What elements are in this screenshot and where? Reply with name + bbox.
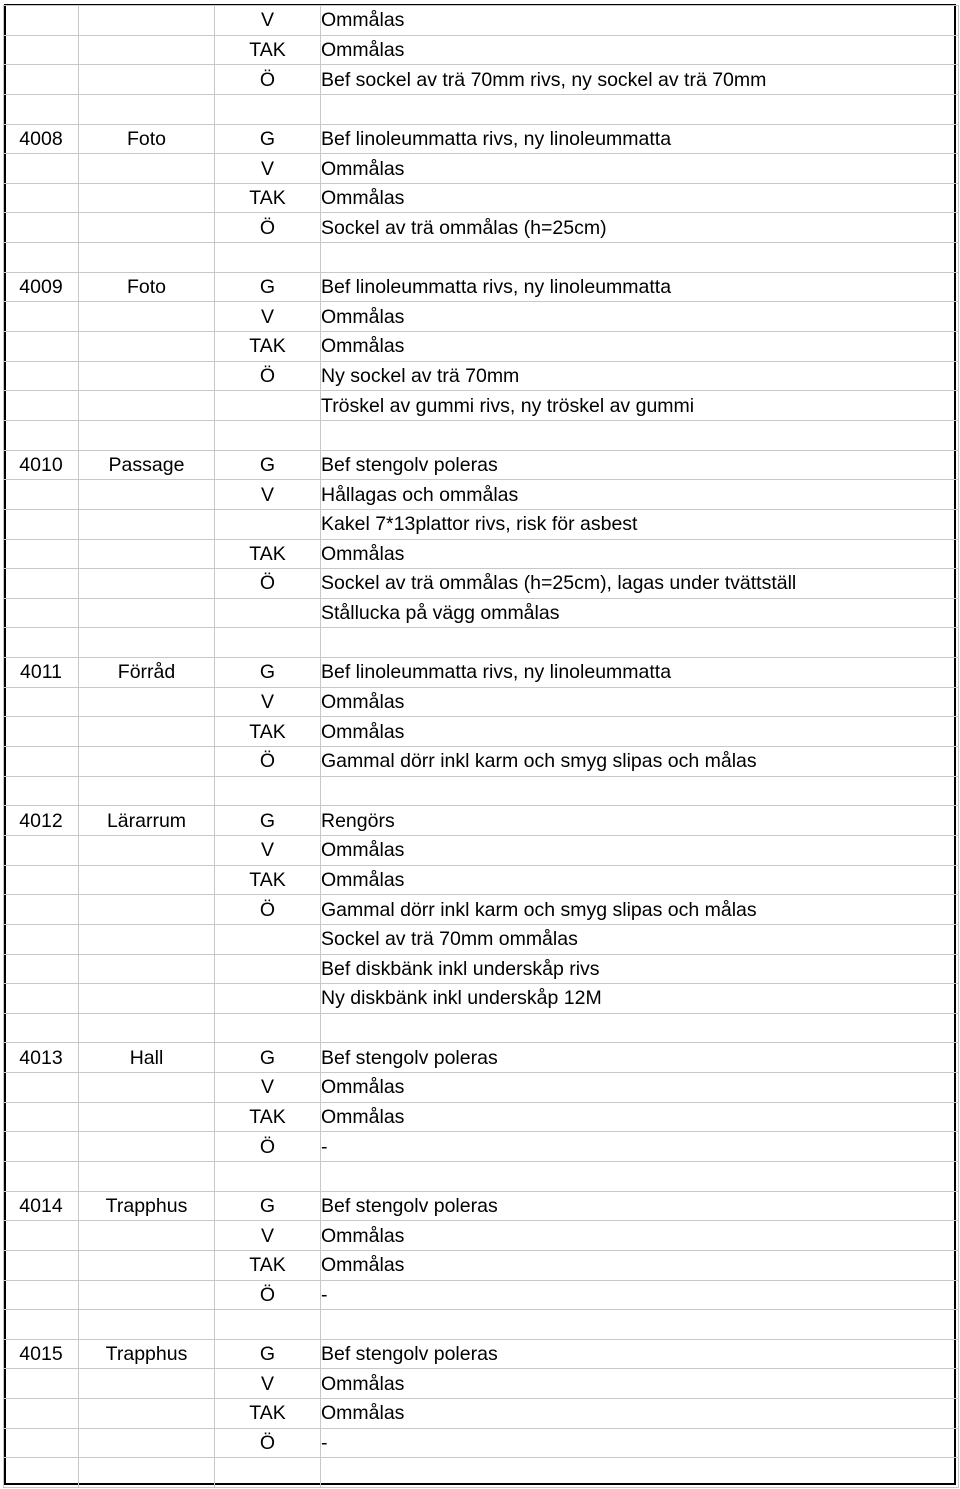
surface-code-cell: V xyxy=(215,1221,321,1251)
room-number-cell xyxy=(4,865,79,895)
work-description-cell: Rengörs xyxy=(321,806,959,836)
surface-code-cell xyxy=(215,420,321,450)
work-description-cell xyxy=(321,1458,959,1488)
room-number-cell xyxy=(4,1369,79,1399)
surface-code-cell: Ö xyxy=(215,1428,321,1458)
room-name-cell xyxy=(79,243,215,273)
work-description-cell: Ommålas xyxy=(321,6,959,36)
surface-code-cell xyxy=(215,1161,321,1191)
room-number-cell xyxy=(4,924,79,954)
work-description-cell: Ommålas xyxy=(321,687,959,717)
table-row xyxy=(4,687,959,717)
table-row xyxy=(4,243,959,273)
room-number-cell xyxy=(4,1102,79,1132)
table-row xyxy=(4,628,959,658)
surface-code-cell: V xyxy=(215,154,321,184)
surface-code-cell: Ö xyxy=(215,1280,321,1310)
room-number-cell xyxy=(4,6,79,36)
surface-code-cell xyxy=(215,243,321,273)
work-description-cell: Hållagas och ommålas xyxy=(321,480,959,510)
surface-code-cell: Ö xyxy=(215,361,321,391)
surface-code-cell: Ö xyxy=(215,213,321,243)
table-row xyxy=(4,984,959,1014)
room-number-cell: 4009 xyxy=(4,272,79,302)
room-number-cell xyxy=(4,539,79,569)
room-name-cell xyxy=(79,420,215,450)
table-row xyxy=(4,1132,959,1162)
work-description-cell: Bef stengolv poleras xyxy=(321,1339,959,1369)
table-row xyxy=(4,1013,959,1043)
room-name-cell xyxy=(79,509,215,539)
work-description-cell: Ommålas xyxy=(321,835,959,865)
table-row xyxy=(4,1221,959,1251)
room-name-cell: Lärarrum xyxy=(79,806,215,836)
surface-code-cell xyxy=(215,924,321,954)
room-number-cell xyxy=(4,598,79,628)
room-number-cell xyxy=(4,1310,79,1340)
work-description-cell: Ommålas xyxy=(321,865,959,895)
room-name-cell xyxy=(79,895,215,925)
room-name-cell xyxy=(79,569,215,599)
room-number-cell xyxy=(4,35,79,65)
table-row xyxy=(4,658,959,688)
surface-code-cell: TAK xyxy=(215,1399,321,1429)
surface-code-cell: V xyxy=(215,6,321,36)
surface-code-cell xyxy=(215,94,321,124)
room-number-cell xyxy=(4,984,79,1014)
surface-code-cell: V xyxy=(215,1073,321,1103)
room-schedule-body xyxy=(4,6,959,1488)
table-row xyxy=(4,1161,959,1191)
surface-code-cell: TAK xyxy=(215,332,321,362)
room-name-cell xyxy=(79,1280,215,1310)
surface-code-cell: G xyxy=(215,1191,321,1221)
table-row xyxy=(4,1073,959,1103)
room-number-cell xyxy=(4,65,79,95)
surface-code-cell xyxy=(215,391,321,421)
surface-code-cell xyxy=(215,598,321,628)
room-name-cell xyxy=(79,35,215,65)
work-description-cell: Ommålas xyxy=(321,539,959,569)
table-row xyxy=(4,124,959,154)
table-row xyxy=(4,272,959,302)
work-description-cell: Bef linoleummatta rivs, ny linoleummatta xyxy=(321,124,959,154)
table-row xyxy=(4,332,959,362)
table-row xyxy=(4,895,959,925)
work-description-cell: Ny sockel av trä 70mm xyxy=(321,361,959,391)
room-number-cell xyxy=(4,835,79,865)
room-number-cell xyxy=(4,183,79,213)
room-name-cell xyxy=(79,6,215,36)
table-row xyxy=(4,1458,959,1488)
room-number-cell: 4013 xyxy=(4,1043,79,1073)
work-description-cell xyxy=(321,420,959,450)
room-name-cell xyxy=(79,1013,215,1043)
work-description-cell: Bef stengolv poleras xyxy=(321,1043,959,1073)
table-row xyxy=(4,391,959,421)
room-name-cell xyxy=(79,480,215,510)
room-name-cell: Trapphus xyxy=(79,1191,215,1221)
work-description-cell xyxy=(321,243,959,273)
table-row xyxy=(4,717,959,747)
room-name-cell xyxy=(79,598,215,628)
room-number-cell xyxy=(4,895,79,925)
table-row xyxy=(4,1369,959,1399)
table-row xyxy=(4,6,959,36)
room-number-cell xyxy=(4,628,79,658)
table-row xyxy=(4,835,959,865)
surface-code-cell: TAK xyxy=(215,865,321,895)
room-name-cell xyxy=(79,65,215,95)
table-row xyxy=(4,361,959,391)
surface-code-cell: G xyxy=(215,1043,321,1073)
table-row xyxy=(4,154,959,184)
room-number-cell xyxy=(4,717,79,747)
surface-code-cell xyxy=(215,1310,321,1340)
room-number-cell xyxy=(4,154,79,184)
work-description-cell: Ommålas xyxy=(321,1399,959,1429)
surface-code-cell: V xyxy=(215,835,321,865)
surface-code-cell: G xyxy=(215,658,321,688)
room-number-cell xyxy=(4,1458,79,1488)
room-number-cell xyxy=(4,1250,79,1280)
work-description-cell: Bef stengolv poleras xyxy=(321,450,959,480)
work-description-cell: Ommålas xyxy=(321,302,959,332)
room-name-cell xyxy=(79,1310,215,1340)
room-number-cell: 4012 xyxy=(4,806,79,836)
surface-code-cell: G xyxy=(215,806,321,836)
room-number-cell: 4014 xyxy=(4,1191,79,1221)
table-row xyxy=(4,509,959,539)
table-row xyxy=(4,65,959,95)
room-number-cell xyxy=(4,1280,79,1310)
work-description-cell xyxy=(321,776,959,806)
work-description-cell: Ommålas xyxy=(321,154,959,184)
room-name-cell xyxy=(79,1073,215,1103)
table-row xyxy=(4,924,959,954)
work-description-cell xyxy=(321,1161,959,1191)
surface-code-cell: V xyxy=(215,687,321,717)
surface-code-cell xyxy=(215,776,321,806)
work-description-cell: Gammal dörr inkl karm och smyg slipas och målas xyxy=(321,895,959,925)
room-name-cell: Trapphus xyxy=(79,1339,215,1369)
table-row xyxy=(4,569,959,599)
table-row xyxy=(4,1310,959,1340)
room-number-cell xyxy=(4,391,79,421)
room-name-cell xyxy=(79,984,215,1014)
table-row xyxy=(4,1102,959,1132)
table-row xyxy=(4,1250,959,1280)
work-description-cell xyxy=(321,1013,959,1043)
table-row xyxy=(4,865,959,895)
room-name-cell xyxy=(79,391,215,421)
surface-code-cell: Ö xyxy=(215,747,321,777)
surface-code-cell: Ö xyxy=(215,65,321,95)
room-number-cell: 4010 xyxy=(4,450,79,480)
room-name-cell xyxy=(79,361,215,391)
work-description-cell: Stållucka på vägg ommålas xyxy=(321,598,959,628)
room-number-cell xyxy=(4,569,79,599)
room-name-cell xyxy=(79,1102,215,1132)
work-description-cell xyxy=(321,628,959,658)
room-name-cell: Passage xyxy=(79,450,215,480)
surface-code-cell xyxy=(215,984,321,1014)
room-number-cell xyxy=(4,94,79,124)
table-row xyxy=(4,420,959,450)
work-description-cell xyxy=(321,1310,959,1340)
surface-code-cell xyxy=(215,628,321,658)
room-name-cell: Foto xyxy=(79,124,215,154)
room-number-cell xyxy=(4,1399,79,1429)
work-description-cell: Sockel av trä ommålas (h=25cm), lagas under tvättställ xyxy=(321,569,959,599)
surface-code-cell: TAK xyxy=(215,1102,321,1132)
room-name-cell xyxy=(79,1428,215,1458)
room-number-cell xyxy=(4,1132,79,1162)
work-description-cell: - xyxy=(321,1280,959,1310)
work-description-cell: Ommålas xyxy=(321,1250,959,1280)
work-description-cell: Ommålas xyxy=(321,1073,959,1103)
room-number-cell xyxy=(4,213,79,243)
room-name-cell xyxy=(79,1458,215,1488)
room-number-cell xyxy=(4,361,79,391)
room-number-cell xyxy=(4,1073,79,1103)
room-name-cell xyxy=(79,924,215,954)
room-schedule-table xyxy=(3,5,959,1488)
surface-code-cell: TAK xyxy=(215,717,321,747)
room-name-cell xyxy=(79,954,215,984)
room-number-cell xyxy=(4,954,79,984)
room-number-cell xyxy=(4,509,79,539)
room-number-cell xyxy=(4,302,79,332)
room-number-cell xyxy=(4,747,79,777)
surface-code-cell: V xyxy=(215,302,321,332)
table-row xyxy=(4,539,959,569)
room-number-cell xyxy=(4,332,79,362)
room-name-cell xyxy=(79,539,215,569)
surface-code-cell: G xyxy=(215,1339,321,1369)
table-row xyxy=(4,480,959,510)
table-row xyxy=(4,1191,959,1221)
table-row xyxy=(4,806,959,836)
room-number-cell xyxy=(4,243,79,273)
surface-code-cell: V xyxy=(215,1369,321,1399)
room-number-cell: 4015 xyxy=(4,1339,79,1369)
room-number-cell xyxy=(4,1221,79,1251)
work-description-cell: Ommålas xyxy=(321,1102,959,1132)
work-description-cell: Tröskel av gummi rivs, ny tröskel av gummi xyxy=(321,391,959,421)
work-description-cell: Ommålas xyxy=(321,1221,959,1251)
table-row xyxy=(4,954,959,984)
room-name-cell xyxy=(79,1250,215,1280)
table-row xyxy=(4,1399,959,1429)
work-description-cell: Ommålas xyxy=(321,1369,959,1399)
surface-code-cell: TAK xyxy=(215,35,321,65)
room-name-cell xyxy=(79,747,215,777)
room-name-cell xyxy=(79,213,215,243)
surface-code-cell: G xyxy=(215,450,321,480)
room-name-cell: Foto xyxy=(79,272,215,302)
work-description-cell: Bef linoleummatta rivs, ny linoleummatta xyxy=(321,272,959,302)
table-row xyxy=(4,302,959,332)
surface-code-cell: Ö xyxy=(215,569,321,599)
work-description-cell: Ny diskbänk inkl underskåp 12M xyxy=(321,984,959,1014)
room-name-cell xyxy=(79,628,215,658)
room-name-cell xyxy=(79,302,215,332)
room-name-cell xyxy=(79,776,215,806)
work-description-cell: - xyxy=(321,1428,959,1458)
room-name-cell xyxy=(79,94,215,124)
work-description-cell: Bef linoleummatta rivs, ny linoleummatta xyxy=(321,658,959,688)
room-name-cell xyxy=(79,1161,215,1191)
room-name-cell xyxy=(79,865,215,895)
room-name-cell xyxy=(79,154,215,184)
room-name-cell: Förråd xyxy=(79,658,215,688)
work-description-cell: Bef stengolv poleras xyxy=(321,1191,959,1221)
room-name-cell xyxy=(79,1132,215,1162)
surface-code-cell: TAK xyxy=(215,183,321,213)
room-name-cell xyxy=(79,1221,215,1251)
surface-code-cell xyxy=(215,1458,321,1488)
table-row xyxy=(4,183,959,213)
surface-code-cell: V xyxy=(215,480,321,510)
room-name-cell xyxy=(79,183,215,213)
room-number-cell xyxy=(4,1428,79,1458)
room-number-cell: 4011 xyxy=(4,658,79,688)
table-row xyxy=(4,776,959,806)
room-number-cell xyxy=(4,1161,79,1191)
surface-code-cell xyxy=(215,1013,321,1043)
table-row xyxy=(4,1339,959,1369)
table-row xyxy=(4,598,959,628)
table-row xyxy=(4,35,959,65)
work-description-cell: Ommålas xyxy=(321,183,959,213)
surface-code-cell: TAK xyxy=(215,539,321,569)
work-description-cell: Sockel av trä 70mm ommålas xyxy=(321,924,959,954)
table-row xyxy=(4,450,959,480)
table-row xyxy=(4,213,959,243)
work-description-cell xyxy=(321,94,959,124)
surface-code-cell xyxy=(215,954,321,984)
surface-code-cell: Ö xyxy=(215,895,321,925)
surface-code-cell: TAK xyxy=(215,1250,321,1280)
surface-code-cell: G xyxy=(215,272,321,302)
surface-code-cell xyxy=(215,509,321,539)
work-description-cell: Kakel 7*13plattor rivs, risk för asbest xyxy=(321,509,959,539)
table-row xyxy=(4,1280,959,1310)
work-description-cell: Bef sockel av trä 70mm rivs, ny sockel av trä 70mm xyxy=(321,65,959,95)
room-name-cell xyxy=(79,835,215,865)
room-number-cell xyxy=(4,687,79,717)
work-description-cell: Ommålas xyxy=(321,717,959,747)
work-description-cell: Bef diskbänk inkl underskåp rivs xyxy=(321,954,959,984)
room-name-cell xyxy=(79,1369,215,1399)
room-number-cell xyxy=(4,1013,79,1043)
room-name-cell xyxy=(79,1399,215,1429)
room-name-cell: Hall xyxy=(79,1043,215,1073)
surface-code-cell: G xyxy=(215,124,321,154)
work-description-cell: Ommålas xyxy=(321,332,959,362)
work-description-cell: Ommålas xyxy=(321,35,959,65)
room-name-cell xyxy=(79,332,215,362)
table-row xyxy=(4,94,959,124)
room-name-cell xyxy=(79,687,215,717)
table-row xyxy=(4,1043,959,1073)
room-number-cell xyxy=(4,776,79,806)
work-description-cell: - xyxy=(321,1132,959,1162)
room-number-cell: 4008 xyxy=(4,124,79,154)
room-number-cell xyxy=(4,480,79,510)
table-row xyxy=(4,747,959,777)
surface-code-cell: Ö xyxy=(215,1132,321,1162)
room-name-cell xyxy=(79,717,215,747)
work-description-cell: Gammal dörr inkl karm och smyg slipas och målas xyxy=(321,747,959,777)
table-row xyxy=(4,1428,959,1458)
room-number-cell xyxy=(4,420,79,450)
work-description-cell: Sockel av trä ommålas (h=25cm) xyxy=(321,213,959,243)
